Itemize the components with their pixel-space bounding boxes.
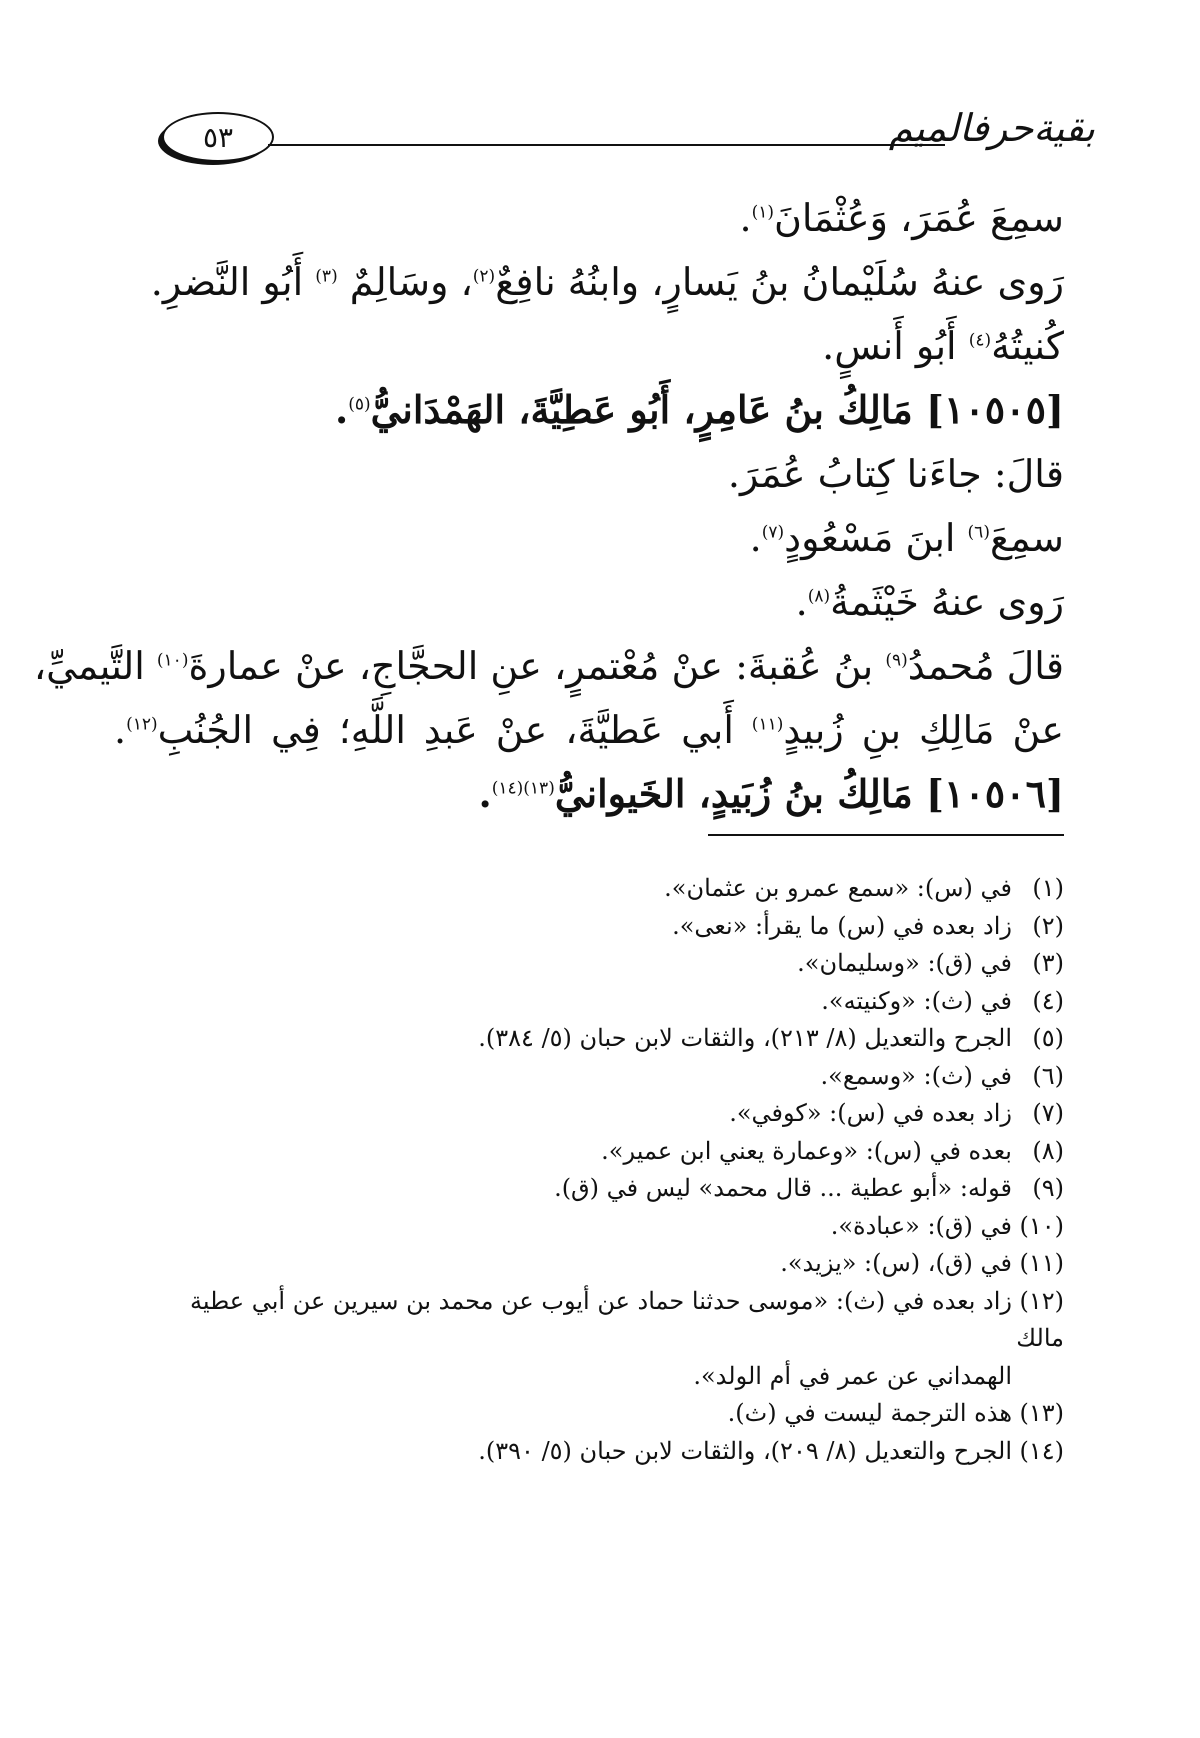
- text-segment: .: [334, 387, 349, 432]
- footnote-text: الجرح والتعديل (٨/ ٢٠٩)، والثقات لابن حبان (٥/ ٣٩٠).: [478, 1436, 1012, 1465]
- footnote-text: زاد بعده في (ث): «موسى حدثنا حماد عن أيوب عن محمد بن سيرين عن أبي عطية مالك: [189, 1286, 1064, 1352]
- footnote-text: زاد بعده في (س) ما يقرأ: «نعى».: [672, 911, 1012, 940]
- footnote: [144, 1095, 1064, 1133]
- text-line: [114, 698, 1064, 762]
- footnote-text: في (ث): «وسمع».: [820, 1061, 1012, 1090]
- text-segment: بنُ عُقبةَ: عنْ مُعْتمرٍ، عنِ الحجَّاجِ، عنْ عمارةَ: [188, 644, 886, 688]
- footnote-number: (١١): [1019, 1249, 1064, 1277]
- footnote-number: (٥): [1032, 1024, 1064, 1052]
- footnote-number: (٨): [1032, 1136, 1064, 1165]
- text-line: [33, 634, 1064, 698]
- main-text: [33, 186, 1065, 826]
- text-segment: سمِعَ: [989, 516, 1064, 560]
- text-segment: [١٠٥٠٦] مَالِكُ بنُ زُبَيدٍ، الخَيوانيُّ: [554, 771, 1064, 816]
- footnote-number: (٢): [1032, 911, 1064, 940]
- footnote-text: بعده في (س): «وعمارة يعني ابن عمير».: [601, 1136, 1012, 1165]
- footnote-marker: (٣): [315, 266, 338, 287]
- footnote-text: الجرح والتعديل (٨/ ٢١٣)، والثقات لابن حبان (٥/ ٣٨٤).: [478, 1024, 1012, 1052]
- footnote: [144, 945, 1064, 983]
- text-line: [114, 250, 1064, 314]
- footnote-text: زاد بعده في (س): «كوفي».: [729, 1099, 1012, 1127]
- running-title: بقيةحرفالميم: [888, 106, 1095, 150]
- text-segment: رَوى عنهُ سُلَيْمانُ بنُ يَسارٍ، وابنُهُ نافِعٌ: [495, 260, 1064, 304]
- text-segment: كُنيتُهُ: [991, 324, 1064, 368]
- footnote-marker: (٢): [472, 266, 496, 287]
- text-segment: .: [739, 196, 752, 240]
- footnote: [144, 1208, 1064, 1246]
- footnote-number: (٧): [1032, 1099, 1064, 1127]
- entry-heading: [114, 762, 1064, 826]
- footnote-separator: [708, 834, 1064, 836]
- footnote-text: في (س): «سمع عمرو بن عثمان».: [664, 874, 1012, 902]
- footnote-text: في (ق): «وسليمان».: [797, 949, 1012, 977]
- footnote-marker: (١٠): [156, 650, 189, 671]
- text-segment: سمِعَ عُمَرَ، وَعُثْمَانَ: [773, 196, 1064, 240]
- footnote: [144, 870, 1064, 908]
- text-line: [114, 314, 1064, 378]
- footnote: [144, 983, 1064, 1021]
- footnote-text: في (ق)، (س): «يزيد».: [780, 1249, 1012, 1277]
- footnote: [144, 908, 1064, 946]
- footnote-number: (٤): [1032, 986, 1064, 1015]
- text-line: [114, 506, 1064, 570]
- footnote-number: (١): [1032, 874, 1064, 902]
- footnote-text: في (ث): «وكنيته».: [821, 986, 1012, 1015]
- text-segment: قالَ مُحمدُ: [907, 644, 1064, 688]
- footnote-marker: (١٢): [126, 714, 158, 735]
- footnote: [144, 1283, 1064, 1396]
- footnote-number: (١٢): [1019, 1286, 1064, 1315]
- footnote-number: (١٣): [1019, 1399, 1064, 1427]
- text-segment: .: [114, 708, 127, 752]
- text-segment: .: [478, 771, 492, 816]
- footnote-marker: (٥): [348, 394, 371, 415]
- text-segment: التَّيميِّ،: [33, 644, 157, 688]
- footnote-marker: (٦): [967, 522, 990, 543]
- text-line: [114, 442, 1064, 506]
- text-segment: أَبي عَطيَّةَ، عنْ عَبدِ اللَّهِ؛ فِي الجُنُبِ: [157, 708, 752, 752]
- entry-heading: [114, 378, 1064, 442]
- footnote-number: (٦): [1032, 1061, 1064, 1090]
- footnote-number: (١٠): [1019, 1211, 1064, 1240]
- text-line: [114, 570, 1064, 634]
- footnote: [144, 1433, 1064, 1471]
- footnote: [144, 1395, 1064, 1433]
- footnotes: [144, 870, 1064, 1470]
- footnote-marker: (٩): [885, 650, 908, 671]
- footnote: [144, 1020, 1064, 1058]
- footnote: [144, 1245, 1064, 1283]
- page-number: ٥٣: [162, 112, 274, 162]
- text-line: [114, 186, 1064, 250]
- footnote-marker: (١): [751, 202, 774, 223]
- text-segment: ابنَ مَسْعُودٍ: [784, 516, 968, 560]
- text-segment: .: [749, 516, 762, 560]
- text-segment: [١٠٥٠٥] مَالِكُ بنُ عَامِرٍ، أَبُو عَطِيَّةَ، الهَمْدَانيُّ: [370, 387, 1064, 432]
- footnote: [144, 1058, 1064, 1096]
- text-segment: رَوى عنهُ خَيْثَمةُ: [830, 580, 1064, 624]
- page-header: [150, 104, 1095, 164]
- footnote-number: (٩): [1032, 1174, 1064, 1202]
- text-segment: عنْ مَالِكِ بنِ زُبيدٍ: [783, 708, 1065, 752]
- footnote-marker: (٧): [761, 522, 785, 543]
- text-segment: ، وسَالِمٌ: [337, 260, 473, 304]
- footnote: [144, 1170, 1064, 1208]
- footnote-continuation: الهمداني عن عمر في أم الولد».: [693, 1361, 1012, 1390]
- header-rule: [268, 144, 945, 146]
- footnote-text: هذه الترجمة ليست في (ث).: [727, 1399, 1012, 1427]
- text-segment: قالَ: جاءَنا كِتابُ عُمَرَ.: [727, 452, 1064, 496]
- footnote-number: (٣): [1032, 949, 1064, 977]
- text-segment: أَبُو النَّضرِ.: [150, 260, 316, 304]
- text-segment: أَبُو أَنسٍ.: [822, 324, 969, 368]
- footnote: [144, 1133, 1064, 1171]
- footnote-marker: (٨): [807, 586, 831, 607]
- footnote-marker: (١٣)(١٤): [491, 778, 555, 799]
- footnote-number: (١٤): [1019, 1436, 1064, 1465]
- footnote-text: في (ق): «عبادة».: [830, 1211, 1012, 1240]
- footnote-marker: (١١): [751, 714, 784, 735]
- footnote-text: قوله: «أبو عطية ... قال محمد» ليس في (ق).: [554, 1174, 1012, 1202]
- footnote-marker: (٤): [968, 330, 992, 351]
- text-segment: .: [795, 580, 808, 624]
